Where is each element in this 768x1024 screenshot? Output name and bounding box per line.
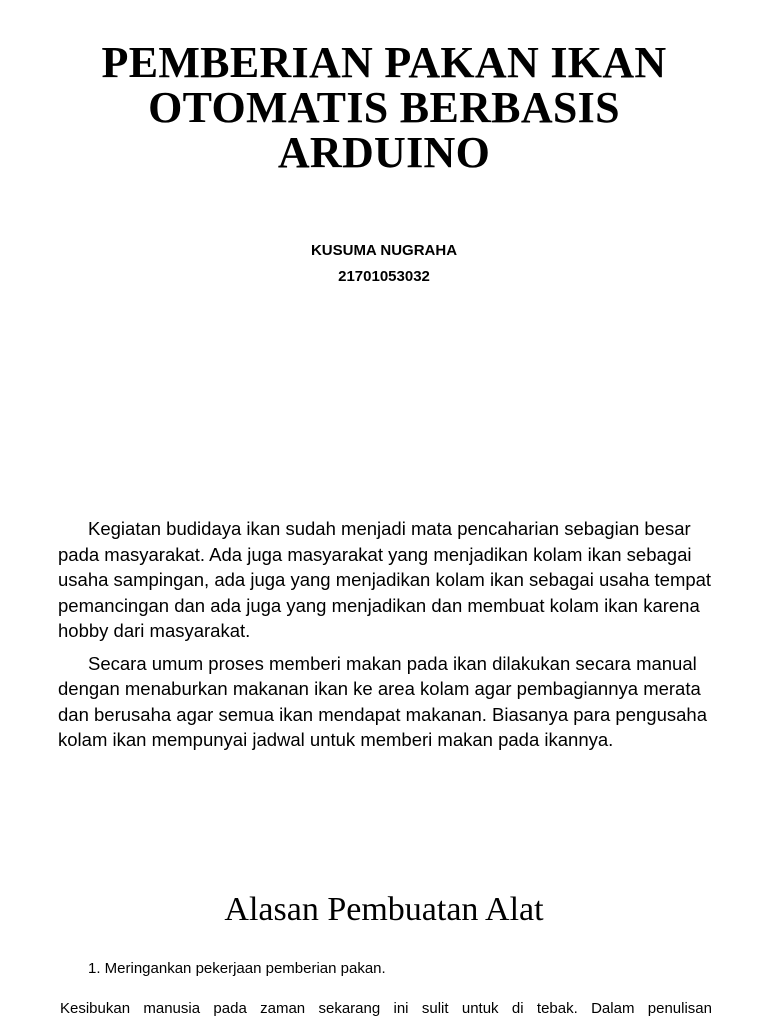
body-paragraph-2: Secara umum proses memberi makan pada ikan dilakukan secara manual dengan menaburkan makanan ikan ke area kolam agar pembagiannya merata dan berusaha agar semua ikan mendapat makanan. Biasanya para pengusaha kolam ikan mempunyai jadwal untuk memberi makan pada ikannya.: [58, 652, 707, 750]
section-paragraph: Kesibukan manusia pada zaman sekarang ini sulit untuk di tebak. Dalam penulisan: [60, 1000, 712, 1017]
body-paragraph-1: Kegiatan budidaya ikan sudah menjadi mata pencaharian sebagian besar pada masyarakat. Ada juga masyarakat yang menjadikan kolam ikan sebagai usaha sampingan, ada juga yang menjadikan kolam ikan sebagai usaha tempat pemancingan dan ada juga yang menjadikan dan membuat kolam ikan karena hobby dari masyarakat.: [58, 518, 712, 641]
author-id: 21701053032: [338, 268, 430, 285]
title-line-3: ARDUINO: [277, 128, 491, 177]
title-line-1: PEMBERIAN PAKAN IKAN: [101, 38, 667, 87]
list-item: 1. Meringankan pekerjaan pemberian pakan.: [88, 960, 386, 977]
title-line-2: OTOMATIS BERBASIS: [148, 83, 620, 132]
author-name: KUSUMA NUGRAHA: [310, 242, 458, 259]
body-text: [58, 516, 718, 760]
document-title: [0, 40, 768, 175]
section-heading: Alasan Pembuatan Alat: [224, 891, 544, 928]
author-block: [0, 238, 768, 290]
